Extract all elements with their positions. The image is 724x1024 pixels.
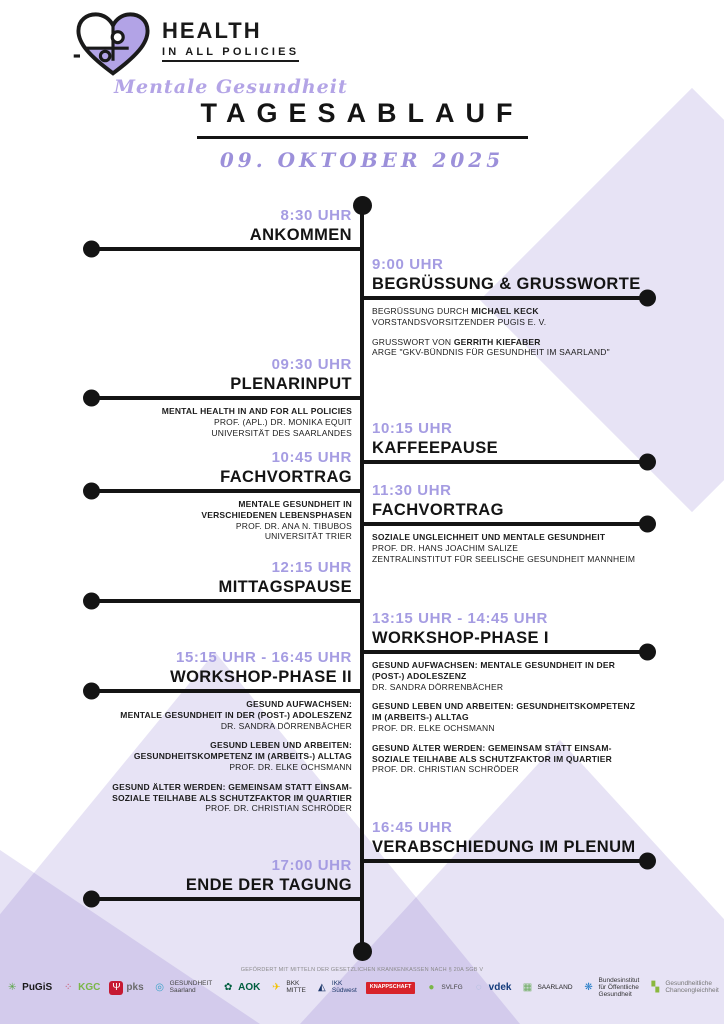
vdek-logo-icon: ◌ <box>475 982 482 994</box>
bipg-logo-icon: ❋ <box>584 982 593 994</box>
event-dot <box>639 516 656 533</box>
event-dot <box>639 853 656 870</box>
event-connector-line <box>85 897 362 901</box>
event-details <box>362 660 654 775</box>
event-detail-paragraph: BEGRÜSSUNG DURCH MICHAEL KECK VORSTANDSVORSITZENDER PUGIS E. V. <box>372 306 547 327</box>
event-dot <box>83 683 100 700</box>
event-detail-paragraph: MENTALE GESUNDHEIT IN VERSCHIEDENEN LEBENSPHASEN PROF. DR. ANA N. TIBUBOS UNIVERSITÄT TRIER <box>201 499 352 542</box>
svlfg-logo-icon: ● <box>428 982 435 994</box>
lzg-saarland-logo <box>153 981 213 995</box>
chancengleichheit-logo-label: Gesundheitliche Chancengleichheit <box>665 980 719 995</box>
lzg-saarland-logo-icon: ◎ <box>155 982 164 994</box>
event-detail-paragraph: GRUSSWORT VON GERRITH KIEFABER ARGE "GKV-BÜNDNIS FÜR GESUNDHEIT IM SAARLAND" <box>372 336 610 358</box>
event-details <box>362 532 654 564</box>
saarland-logo <box>520 981 572 995</box>
event-connector-line <box>362 650 654 654</box>
event-details <box>85 699 362 814</box>
kgc-logo-label: KGC <box>78 981 101 993</box>
pugis-logo <box>5 981 52 995</box>
event-time: 10:45 UHR <box>271 449 352 466</box>
event-detail-paragraph: SOZIALE UNGLEICHHEIT UND MENTALE GESUNDHEIT PROF. DR. HANS JOACHIM SALIZE ZENTRALINSTITUT FÜR SEELISCHE GESUNDHEIT MANNHEIM <box>372 532 636 564</box>
event-title: VERABSCHIEDUNG IM PLENUM <box>372 838 636 856</box>
logo-subtitle: IN ALL POLICIES <box>162 46 299 62</box>
event-title: ANKOMMEN <box>249 226 352 244</box>
event-connector-line <box>362 859 654 863</box>
event-title: MITTAGSPAUSE <box>218 578 352 596</box>
event-detail-paragraph: GESUND ÄLTER WERDEN: GEMEINSAM STATT EINSAM- SOZIALE TEILHABE ALS SCHUTZFAKTOR IM QUARTIER PROF. DR. CHRISTIAN SCHRÖDER <box>372 742 612 775</box>
event-connector-line <box>362 296 654 300</box>
event-title: PLENARINPUT <box>230 375 352 393</box>
event-connector-line <box>85 396 362 400</box>
funding-note: GEFÖRDERT MIT MITTELN DER GESETZLICHEN KRANKENKASSEN NACH § 20A SGB V <box>240 967 484 973</box>
timeline-event <box>85 356 362 447</box>
event-time: 13:15 UHR - 14:45 UHR <box>372 610 548 627</box>
event-time: 17:00 UHR <box>271 857 352 874</box>
event-detail-paragraph: GESUND LEBEN UND ARBEITEN: GESUNDHEITSKOMPETENZ IM (ARBEITS-) ALLTAG PROF. DR. ELKE OCHSMANN <box>133 740 352 772</box>
timeline-event <box>362 256 654 367</box>
timeline-event <box>85 207 362 251</box>
timeline-event <box>85 857 362 901</box>
svlfg-logo <box>424 981 462 995</box>
timeline-event <box>85 449 362 551</box>
lzg-saarland-logo-label: GESUNDHEIT Saarland <box>169 980 213 995</box>
svlfg-logo-label: SVLFG <box>441 983 463 991</box>
kgc-logo <box>61 981 100 995</box>
aok-logo-label: AOK <box>238 981 261 993</box>
timeline-event <box>362 610 654 784</box>
timeline-end-dot <box>353 942 372 961</box>
timeline-event <box>362 420 654 464</box>
event-title: KAFFEEPAUSE <box>372 439 499 457</box>
event-time: 8:30 UHR <box>280 207 352 224</box>
ikk-suedwest-logo <box>315 981 357 995</box>
saarland-logo-icon: ▦ <box>522 982 533 994</box>
logo-title: HEALTH <box>162 18 262 43</box>
pks-logo-icon: Ψ <box>109 981 123 995</box>
bkk-mitte-logo-icon: ✈ <box>272 982 281 994</box>
event-detail-paragraph: GESUND ÄLTER WERDEN: GEMEINSAM STATT EINSAM- SOZIALE TEILHABE ALS SCHUTZFAKTOR IM QUARTIER PROF. DR. CHRISTIAN SCHRÖDER <box>112 781 352 814</box>
chancengleichheit-logo <box>648 981 718 995</box>
event-time: 12:15 UHR <box>271 559 352 576</box>
header-logo <box>72 12 352 98</box>
chancengleichheit-logo-icon: ▚ <box>651 982 660 994</box>
event-connector-line <box>85 599 362 603</box>
event-title: BEGRÜSSUNG & GRUSSWORTE <box>372 275 641 293</box>
event-time: 9:00 UHR <box>372 256 444 273</box>
event-dot <box>639 644 656 661</box>
event-connector-line <box>362 460 654 464</box>
event-time: 16:45 UHR <box>372 819 453 836</box>
pks-logo-label: pks <box>126 981 144 993</box>
pks-logo <box>109 981 143 995</box>
bkk-mitte-logo <box>269 981 306 995</box>
bipg-logo <box>582 978 640 998</box>
page-title: TAGESABLAUF <box>197 98 528 139</box>
event-dot <box>639 454 656 471</box>
pugis-logo-label: PuGiS <box>22 981 53 993</box>
bkk-mitte-logo-label: BKK MITTE <box>286 980 306 995</box>
timeline-event <box>85 649 362 823</box>
heart-puzzle-icon <box>72 12 154 78</box>
logo-tagline: Mentale Gesundheit <box>114 76 348 98</box>
ikk-suedwest-logo-label: IKK Südwest <box>331 980 357 995</box>
saarland-logo-label: SAARLAND <box>537 983 573 991</box>
vdek-logo-label: vdek <box>488 981 512 993</box>
event-connector-line <box>85 689 362 693</box>
ikk-suedwest-logo-icon: ◭ <box>318 982 326 994</box>
event-time: 09:30 UHR <box>271 356 352 373</box>
event-time: 11:30 UHR <box>372 482 452 499</box>
event-time: 15:15 UHR - 16:45 UHR <box>176 649 352 666</box>
event-connector-line <box>362 522 654 526</box>
event-dot <box>83 483 100 500</box>
event-dot <box>83 593 100 610</box>
event-title: WORKSHOP-PHASE I <box>372 629 549 647</box>
event-detail-paragraph: GESUND AUFWACHSEN: MENTALE GESUNDHEIT IN DER (POST-) ADOLESZENZ DR. SANDRA DÖRRENBÄCHER <box>372 660 616 692</box>
event-connector-line <box>85 247 362 251</box>
event-detail-paragraph: MENTAL HEALTH IN AND FOR ALL POLICIES PROF. (APL.) DR. MONIKA EQUIT UNIVERSITÄT DES SAARLANDES <box>161 406 352 438</box>
event-title: FACHVORTRAG <box>220 468 352 486</box>
event-details <box>362 306 654 358</box>
event-title: FACHVORTRAG <box>372 501 504 519</box>
event-dot <box>83 390 100 407</box>
event-dot <box>83 891 100 908</box>
event-title: ENDE DER TAGUNG <box>185 876 352 894</box>
event-detail-paragraph: GESUND AUFWACHSEN: MENTALE GESUNDHEIT IN DER (POST-) ADOLESZENZ DR. SANDRA DÖRRENBÄCHER <box>120 699 352 731</box>
knappschaft-logo-label: KNAPPSCHAFT <box>366 982 416 994</box>
event-connector-line <box>85 489 362 493</box>
timeline-event <box>362 482 654 573</box>
timeline-event <box>85 559 362 603</box>
event-dot <box>639 290 656 307</box>
knappschaft-logo <box>366 982 416 994</box>
event-title: WORKSHOP-PHASE II <box>170 668 352 686</box>
aok-logo <box>221 981 260 995</box>
vdek-logo <box>472 981 512 995</box>
event-details <box>85 406 362 438</box>
event-time: 10:15 UHR <box>372 420 453 437</box>
pugis-logo-icon: ✳ <box>7 982 17 994</box>
page-date: 09. OKTOBER 2025 <box>219 148 505 172</box>
bipg-logo-label: Bundesinstitut für Öffentliche Gesundheit <box>598 977 640 998</box>
event-detail-paragraph: GESUND LEBEN UND ARBEITEN: GESUNDHEITSKOMPETENZ IM (ARBEITS-) ALLTAG PROF. DR. ELKE OCHSMANN <box>372 701 636 733</box>
timeline-event <box>362 819 654 863</box>
event-dot <box>83 241 100 258</box>
kgc-logo-icon: ⁘ <box>63 982 73 994</box>
aok-logo-icon: ✿ <box>223 982 233 994</box>
event-details <box>85 499 362 542</box>
partner-logos <box>7 977 719 998</box>
